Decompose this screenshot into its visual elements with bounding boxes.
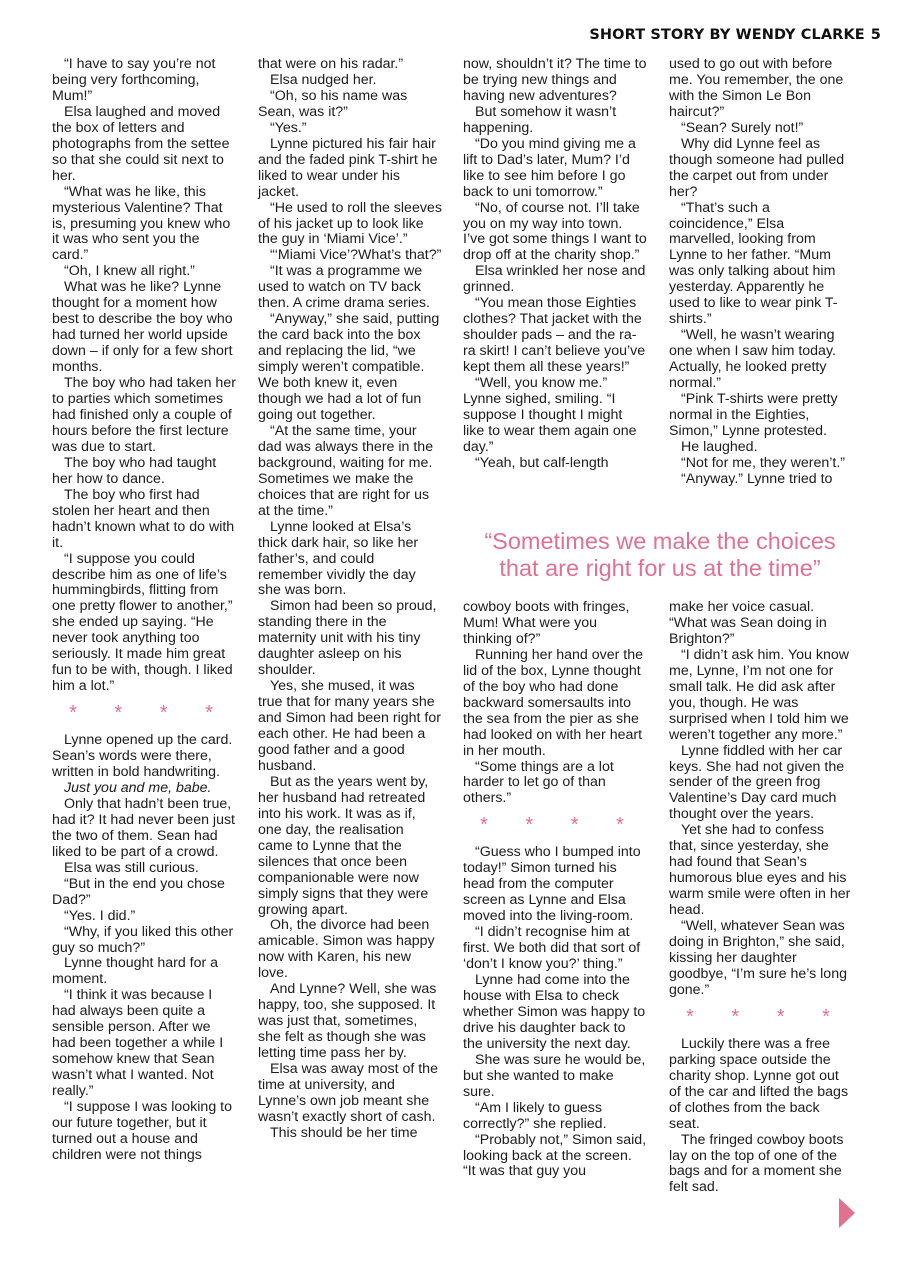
story-paragraph: “Why, if you liked this other guy so much?”	[52, 923, 234, 956]
story-paragraph: “I suppose I was looking to our future together, but it turned out a house and children were not things	[52, 1099, 232, 1163]
story-paragraph: “Well, whatever Sean was doing in Brighton,” she said, kissing her daughter goodbye, “I’m sure he’s long gone.”	[669, 918, 847, 998]
story-paragraph: This should be her time	[270, 1124, 418, 1141]
story-paragraph: “Not for me, they weren’t.”	[681, 454, 845, 471]
story-paragraph: Only that hadn’t been true, had it? It had never been just the two of them. Sean had liked to be part of a crowd.	[52, 795, 235, 860]
story-paragraph: The fringed cowboy boots lay on the top of one of the bags and for a moment she felt sad.	[669, 1131, 844, 1196]
story-paragraph: Elsa was away most of the time at university, and Lynne’s own job meant she wasn’t exactly short of cash.	[258, 1061, 438, 1125]
column-4-lower	[669, 600, 853, 1196]
story-paragraph: “Some things are a lot harder to let go of than others.”	[463, 758, 614, 807]
column-3-upper	[463, 57, 647, 472]
story-paragraph: “Do you mind giving me a lift to Dad’s later, Mum? I’d like to see him before I go back to uni tomorrow.”	[463, 135, 636, 200]
story-paragraph: “I think it was because I had always been quite a sensible person. After we had been together a while I somehow knew that Sean wasn’t what I wanted. Not really.”	[52, 987, 224, 1100]
story-paragraph: The boy who had taken her to parties which sometimes had finished only a couple of hours before the first lecture was due to start.	[52, 375, 236, 455]
story-paragraph: “Well, you know me.” Lynne sighed, smiling. “I suppose I thought I might like to wear them again one day.”	[463, 375, 637, 455]
story-paragraph: “Yeah, but calf-length	[475, 454, 609, 471]
story-paragraph: The boy who first had stolen her heart and then hadn’t known what to do with it.	[52, 486, 235, 551]
story-paragraph: But as the years went by, her husband had retreated into his work. It was as if, one day, the realisation came to Lynne that the silences that once been companionable were now simply signs that they were growing apart.	[258, 773, 429, 918]
story-paragraph: “What was he like, this mysterious Valentine? That is, presuming you knew who it was who sent you the card.”	[52, 183, 231, 264]
story-paragraph: He laughed.	[681, 438, 758, 455]
story-paragraph: “But in the end you chose Dad?”	[52, 875, 225, 908]
column-3-lower	[463, 600, 647, 1180]
story-paragraph: But somehow it wasn’t happening.	[463, 103, 617, 136]
section-divider: * * * *	[686, 1005, 846, 1028]
story-paragraph: Lynne pictured his fair hair and the faded pink T-shirt he liked to wear under his jacket.	[258, 135, 438, 200]
story-paragraph: “Well, he wasn’t wearing one when I saw him today. Actually, he looked pretty normal.”	[669, 327, 836, 392]
story-paragraph: “Anyway,” she said, putting the card back into the box and replacing the lid, “we simply weren’t compatible. We both knew it, even though we had a lot of fun going out together.	[258, 311, 440, 423]
story-paragraph: Elsa nudged her.	[270, 71, 377, 88]
story-paragraph: make her voice casual. “What was Sean doing in Brighton?”	[669, 599, 827, 647]
story-paragraph: now, shouldn’t it? The time to be trying new things and having new adventures?	[463, 56, 647, 104]
story-paragraph: Simon had been so proud, standing there in the maternity unit with his tiny daughter asleep on his shoulder.	[258, 598, 437, 679]
story-paragraph: Elsa was still curious.	[64, 859, 199, 876]
story-paragraph: Lynne thought hard for a moment.	[52, 955, 219, 988]
story-paragraph: “At the same time, your dad was always there in the background, waiting for me. Sometimes we make the choices that are right for us at the time.”	[258, 422, 434, 519]
story-paragraph: Lynne had come into the house with Elsa to check whether Simon was happy to drive his daughter back to the university the next day.	[463, 972, 646, 1052]
story-paragraph: Lynne opened up the card. Sean’s words were there, written in bold handwriting.	[52, 732, 233, 781]
story-paragraph: “You mean those Eighties clothes? That jacket with the shoulder pads – and the ra-ra skirt! I can’t believe you’ve kept them all these years!”	[463, 295, 646, 376]
story-paragraph: “I didn’t recognise him at first. We both did that sort of ‘don’t I know you?’ thing.”	[463, 924, 641, 973]
story-paragraph: “Pink T-shirts were pretty normal in the Eighties, Simon,” Lynne protested.	[669, 391, 838, 439]
story-paragraph: “He used to roll the sleeves of his jacket up to look like the guy in ‘Miami Vice’.”	[258, 199, 442, 248]
story-paragraph: Luckily there was a free parking space outside the charity shop. Lynne got out of the car and lifted the bags of clothes from the back seat.	[669, 1035, 849, 1132]
story-paragraph: Running her hand over the lid of the box, Lynne thought of the boy who had done backward somersaults into the sea from the pier as she had looked on with her heart in her mouth.	[463, 646, 644, 759]
section-divider: * * * *	[69, 702, 229, 725]
page-number: 5	[870, 27, 881, 43]
story-paragraph: Lynne fiddled with her car keys. She had not given the sender of the green frog Valentine’s Day card much thought over the years.	[669, 742, 845, 823]
column-4-upper	[669, 57, 853, 488]
story-paragraph: “I suppose you could describe him as one of life’s hummingbirds, flitting from one pretty flower to another,” she ended up saying. “He never took anything too seriously. It made him great fun to be with, though. I liked him a lot.”	[52, 550, 233, 695]
story-paragraph: “Probably not,” Simon said, looking back at the screen. “It was that guy you	[463, 1131, 647, 1180]
story-paragraph: The boy who had taught her how to dance.	[52, 454, 217, 487]
story-paragraph: Yet she had to confess that, since yesterday, she had found that Sean’s humorous blue eyes and his warm smile were often in her head.	[669, 822, 851, 919]
section-divider: * * * *	[480, 814, 640, 837]
story-paragraph: What was he like? Lynne thought for a moment how best to describe the boy who had turned her world upside down – if only for a few short months.	[52, 279, 233, 376]
story-byline: SHORT STORY BY WENDY CLARKE	[589, 27, 865, 43]
story-paragraph: “That’s such a coincidence,” Elsa marvelled, looking from Lynne to her father. “Mum was only talking about him yesterday. Apparently he used to like to wear pink T-shirts.”	[669, 199, 838, 328]
story-paragraph: “I didn’t ask him. You know me, Lynne, I’m not one for small talk. He did ask after you, though. He was surprised when I told him we weren’t together any more.”	[669, 646, 849, 743]
story-paragraph: Oh, the divorce had been amicable. Simon was happy now with Karen, his new love.	[258, 917, 435, 982]
story-paragraph: “Oh, I knew all right.”	[64, 263, 195, 280]
story-paragraph: Why did Lynne feel as though someone had pulled the carpet out from under her?	[669, 135, 845, 200]
story-paragraph: Elsa laughed and moved the box of letters and photographs from the settee so that she could sit next to her.	[52, 103, 230, 184]
story-paragraph: “Anyway.” Lynne tried to	[681, 470, 833, 487]
story-paragraph: that were on his radar.”	[258, 56, 404, 72]
triangle-arrow-right-icon[interactable]	[839, 1198, 855, 1228]
story-paragraph: “Yes. I did.”	[64, 907, 136, 924]
story-paragraph: “Am I likely to guess correctly?” she replied.	[463, 1099, 607, 1132]
story-paragraph: She was sure he would be, but she wanted to make sure.	[463, 1051, 646, 1100]
column-2	[258, 57, 442, 1142]
column-1	[52, 57, 236, 1164]
story-paragraph: “Guess who I bumped into today!” Simon turned his head from the computer screen as Lynne and Elsa moved into the living-room.	[463, 844, 641, 925]
story-paragraph: cowboy boots with fringes, Mum! What were you thinking of?”	[463, 599, 630, 647]
pull-quote: “Sometimes we make the choices that are right for us at the time”	[484, 528, 836, 581]
story-paragraph: Elsa wrinkled her nose and grinned.	[463, 263, 646, 296]
story-paragraph: “Yes.”	[270, 119, 307, 136]
story-paragraph: “Oh, so his name was Sean, was it?”	[258, 87, 408, 120]
story-paragraph: Lynne looked at Elsa’s thick dark hair, so like her father’s, and could remember vividly the day she was born.	[258, 518, 419, 599]
story-paragraph: And Lynne? Well, she was happy, too, she supposed. It was just that, sometimes, she felt as though she was letting time pass her by.	[258, 981, 437, 1062]
story-paragraph: “‘Miami Vice’?What’s that?”	[270, 247, 442, 264]
story-paragraph: Just you and me, babe.	[64, 779, 212, 796]
story-paragraph: “No, of course not. I’ll take you on my way into town. I’ve got some things I want to drop off at the charity shop.”	[463, 199, 647, 264]
page-header	[589, 27, 881, 43]
story-paragraph: “I have to say you’re not being very forthcoming, Mum!”	[52, 56, 216, 104]
story-paragraph: used to go out with before me. You remember, the one with the Simon Le Bon haircut?”	[669, 56, 844, 120]
story-paragraph: “Sean? Surely not!”	[681, 119, 804, 136]
story-paragraph: Yes, she mused, it was true that for many years she and Simon had been right for each other. He had been a good father and a good husband.	[258, 678, 441, 774]
story-paragraph: “It was a programme we used to watch on TV back then. A crime drama series.	[258, 263, 430, 312]
